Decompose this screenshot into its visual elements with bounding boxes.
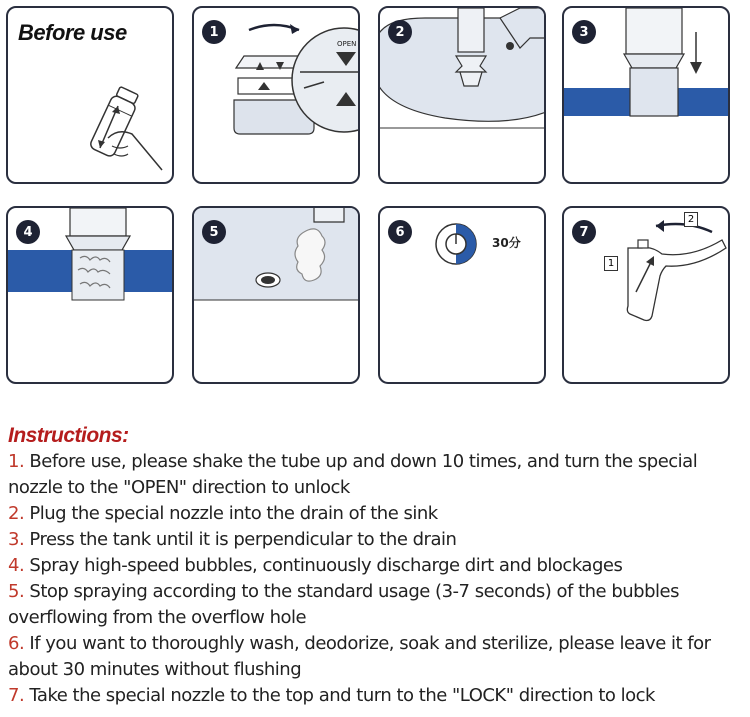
- step-badge-1: 1: [202, 20, 226, 44]
- instruction-step: 2. Plug the special nozzle into the drain of the sink: [8, 503, 438, 524]
- panel-step-1: [192, 6, 360, 184]
- instructions-heading: Instructions:: [8, 424, 129, 447]
- instruction-step: 7. Take the special nozzle to the top and turn to the "LOCK" direction to lock: [8, 685, 655, 706]
- step-one-marker: 1: [604, 256, 618, 271]
- step-badge-2: 2: [388, 20, 412, 44]
- panel-step-5: [192, 206, 360, 384]
- instruction-step: 4. Spray high-speed bubbles, continuously discharge dirt and blockages: [8, 555, 623, 576]
- step-badge-4: 4: [16, 220, 40, 244]
- panel-step-4: [6, 206, 174, 384]
- panel-step-3: [562, 6, 730, 184]
- panel-before-use: [6, 6, 174, 184]
- instructions-section: [8, 424, 748, 709]
- instruction-step: 3. Press the tank until it is perpendicular to the drain: [8, 529, 457, 550]
- step-badge-3: 3: [572, 20, 596, 44]
- step-badge-5: 5: [202, 220, 226, 244]
- before-use-title: Before use: [18, 20, 127, 45]
- shake-tube-illustration: [8, 8, 174, 184]
- panel-step-6: [378, 206, 546, 384]
- timer-label: 30分: [492, 236, 521, 250]
- step-badge-7: 7: [572, 220, 596, 244]
- open-label: OPEN: [337, 40, 357, 48]
- step-badge-6: 6: [388, 220, 412, 244]
- panel-step-7: [562, 206, 730, 384]
- instruction-step: 5. Stop spraying according to the standard usage (3-7 seconds) of the bubbles overflowing from the overflow hole: [8, 581, 679, 628]
- instruction-step: 6. If you want to thoroughly wash, deodorize, soak and sterilize, please leave it for about 30 minutes without flushing: [8, 633, 711, 680]
- step-two-marker: 2: [684, 212, 698, 227]
- instruction-step: 1. Before use, please shake the tube up and down 10 times, and turn the special nozzle to the "OPEN" direction to unlock: [8, 451, 698, 498]
- panel-step-2: [378, 6, 546, 184]
